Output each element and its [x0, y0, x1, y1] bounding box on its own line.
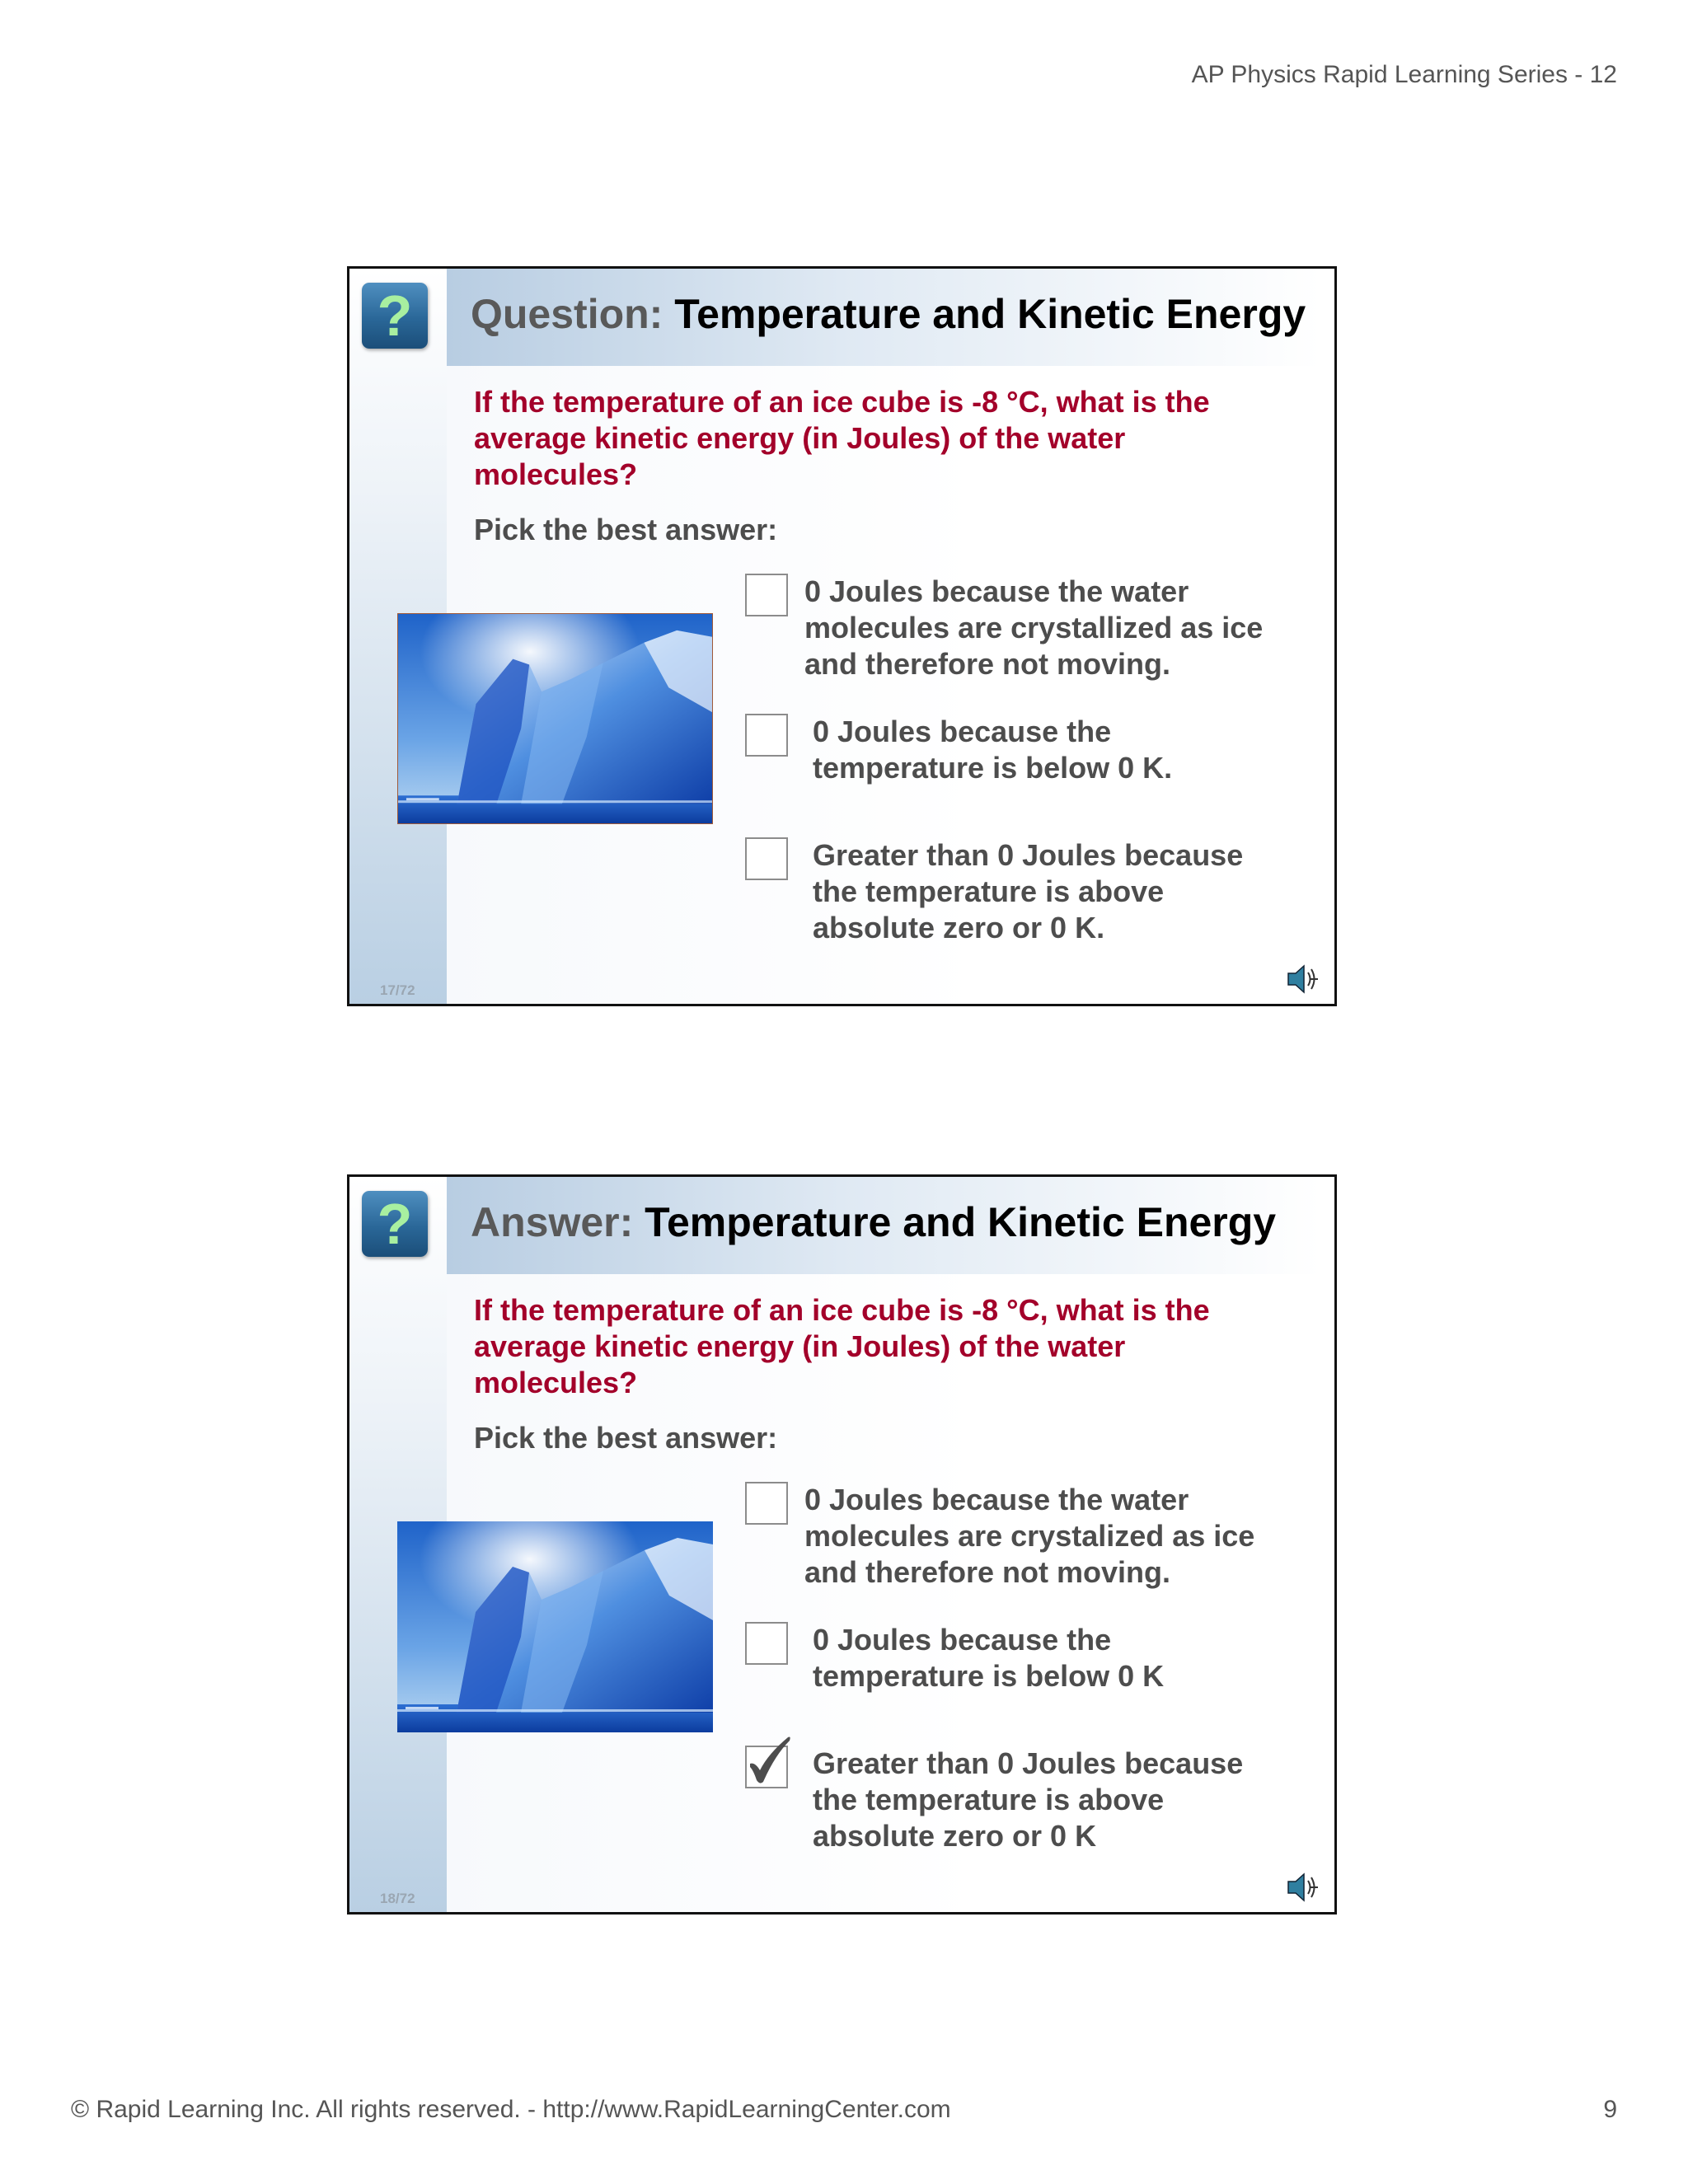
- slide-title: [471, 290, 1306, 338]
- slide-number: 18/72: [380, 1891, 415, 1906]
- answer-option-text: 0 Joules because the temperature is below 0 K.: [813, 715, 1173, 785]
- question-text: If the temperature of an ice cube is -8 °C, what is the average kinetic energy (in Joules) of the water molecules?: [474, 1293, 1210, 1399]
- slide-title-text: Temperature and Kinetic Energy: [645, 1199, 1277, 1245]
- checkmark-icon: [743, 1734, 798, 1788]
- slide-title-kind: Question:: [471, 291, 663, 337]
- answer-checkbox[interactable]: [745, 1482, 788, 1525]
- slide-title: [471, 1198, 1276, 1246]
- question-mark-icon: ?: [362, 283, 428, 349]
- speaker-icon[interactable]: [1285, 1869, 1321, 1905]
- answer-option-text: 0 Joules because the temperature is below 0 K: [813, 1623, 1165, 1693]
- slide-answer: [347, 1174, 1337, 1915]
- answer-option-text: 0 Joules because the water molecules are crystallized as ice and therefore not moving.: [804, 574, 1264, 681]
- slide-title-kind: Answer:: [471, 1199, 634, 1245]
- question-mark-icon: ?: [362, 1191, 428, 1257]
- iceberg-image: [397, 613, 713, 824]
- pick-instruction: Pick the best answer:: [474, 1421, 778, 1455]
- page-footer: © Rapid Learning Inc. All rights reserved. - http://www.RapidLearningCenter.com: [71, 2096, 951, 2123]
- answer-option-text: Greater than 0 Joules because the temperature is above absolute zero or 0 K.: [813, 838, 1244, 944]
- slide-number: 17/72: [380, 982, 415, 998]
- answer-checkbox[interactable]: [745, 837, 788, 880]
- answer-option-text: Greater than 0 Joules because the temperature is above absolute zero or 0 K: [813, 1746, 1244, 1853]
- question-text: If the temperature of an ice cube is -8 °C, what is the average kinetic energy (in Joules) of the water molecules?: [474, 385, 1210, 491]
- page-header: AP Physics Rapid Learning Series - 12: [1191, 61, 1617, 88]
- slide-title-text: Temperature and Kinetic Energy: [674, 291, 1306, 337]
- speaker-icon[interactable]: [1285, 961, 1321, 997]
- page-number: 9: [1603, 2096, 1617, 2123]
- iceberg-image: [397, 1521, 713, 1732]
- answer-checkbox[interactable]: [745, 574, 788, 616]
- pick-instruction: Pick the best answer:: [474, 513, 778, 546]
- answer-checkbox[interactable]: [745, 1622, 788, 1665]
- slide-question: [347, 266, 1337, 1006]
- answer-checkbox[interactable]: [745, 714, 788, 757]
- answer-option-text: 0 Joules because the water molecules are crystalized as ice and therefore not moving.: [804, 1483, 1255, 1589]
